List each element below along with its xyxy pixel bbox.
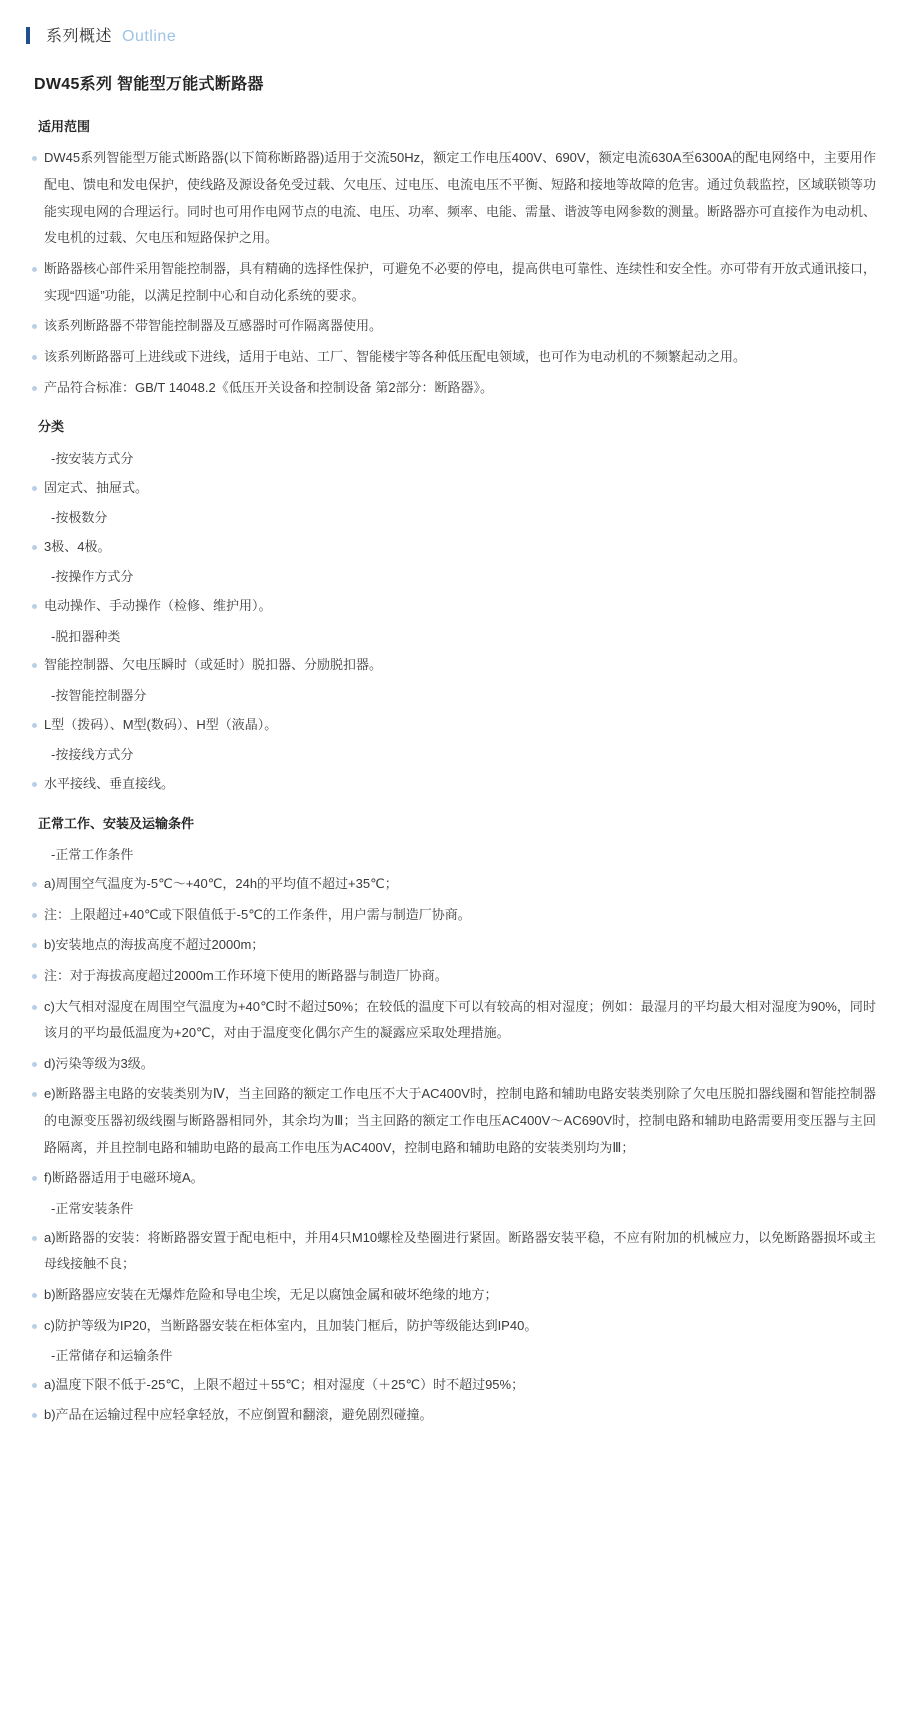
sub-category-label: -按操作方式分: [51, 569, 134, 585]
sub-category-label: -按接线方式分: [51, 747, 134, 763]
bullet-dot-icon: [32, 663, 37, 668]
list-item-text: b)产品在运输过程中应轻拿轻放，不应倒置和翻滚，避免剧烈碰撞。: [44, 1407, 433, 1423]
bullet-dot-icon: [32, 974, 37, 979]
sub-category-label: -按智能控制器分: [51, 688, 147, 704]
section-subheading: 正常工作、安装及运输条件: [38, 815, 195, 831]
list-item: [24, 932, 876, 959]
content-section: [24, 115, 876, 401]
list-item: [24, 344, 876, 371]
list-item-text: 该系列断路器不带智能控制器及互感器时可作隔离器使用。: [44, 318, 383, 334]
list-item: [24, 375, 876, 402]
list-item-text: c)防护等级为IP20，当断路器安装在柜体室内，且加装门框后，防护等级能达到IP40。: [44, 1317, 538, 1333]
list-item: [24, 534, 876, 561]
list-item-text: a)温度下限不低于-25℃，上限不超过＋55℃；相对湿度（＋25℃）时不超过95%；: [44, 1376, 525, 1392]
section-title-cn: 系列概述: [46, 28, 113, 45]
content-section: [24, 415, 876, 797]
list-item-text: a)周围空气温度为-5℃～+40℃，24h的平均值不超过+35℃；: [44, 875, 398, 891]
section-subheading: 分类: [38, 419, 65, 435]
accent-bar-icon: [26, 27, 30, 44]
list-item: [24, 963, 876, 990]
bullet-dot-icon: [32, 604, 37, 609]
list-item: [24, 593, 876, 620]
list-item-text: d)污染等级为3级。: [44, 1055, 154, 1071]
section-header: [24, 22, 876, 52]
list-item-text: b)断路器应安装在无爆炸危险和导电尘埃，无足以腐蚀金属和破坏绝缘的地方；: [44, 1286, 498, 1302]
list-item-text: 水平接线、垂直接线。: [44, 775, 175, 791]
content-section: [24, 812, 876, 1430]
list-item-text: 该系列断路器可上进线或下进线，适用于电站、工厂、智能楼宇等各种低压配电领域，也可作为电动机的不频繁起动之用。: [44, 348, 747, 364]
bullet-dot-icon: [32, 1092, 37, 1097]
list-item: [24, 256, 876, 309]
bullet-dot-icon: [32, 1324, 37, 1329]
list-item: [24, 1081, 876, 1161]
bullet-dot-icon: [32, 156, 37, 161]
list-item: [24, 313, 876, 340]
list-item-text: e)断路器主电路的安装类别为Ⅳ，当主回路的额定工作电压不大于AC400V时，控制电路和辅助电路安装类别除了欠电压脱扣器线圈和智能控制器的电源变压器初级线圈与断路器相同外，其余均为Ⅲ；当主回路的额定工作电压AC400V～AC690V时，控制电路和辅助电路需要用变压器与主回路隔离，并且控制电路和辅助电路的最高工作电压为AC400V，控制电路和辅助电路的安装类别均为Ⅲ；: [44, 1086, 876, 1155]
bullet-dot-icon: [32, 355, 37, 360]
bullet-dot-icon: [32, 1383, 37, 1388]
list-item: [24, 1402, 876, 1429]
list-item: [24, 652, 876, 679]
list-item-text: 产品符合标准：GB/T 14048.2《低压开关设备和控制设备 第2部分：断路器》。: [44, 379, 494, 395]
sub-category-label: -正常安装条件: [51, 1200, 134, 1216]
list-item: [24, 712, 876, 739]
bullet-dot-icon: [32, 486, 37, 491]
page-title: DW45系列 智能型万能式断路器: [34, 76, 264, 94]
bullet-dot-icon: [32, 386, 37, 391]
sub-category-label: -正常储存和运输条件: [51, 1348, 173, 1364]
bullet-dot-icon: [32, 1236, 37, 1241]
list-item-text: DW45系列智能型万能式断路器(以下简称断路器)适用于交流50Hz，额定工作电压400V、690V，额定电流630A至6300A的配电网络中，主要用作配电、馈电和发电保护，使线路及源设备免受过载、欠电压、过电压、电流电压不平衡、短路和接地等故障的危害。通过负载监控，区域联锁等功能实现电网的合理运行。同时也可用作电网节点的电流、电压、功率、频率、电能、需量、谐波等电网参数的测量。断路器亦可直接作为电动机、发电机的过载、欠电压和短路保护之用。: [44, 150, 877, 246]
list-item-text: 注：上限超过+40℃或下限值低于-5℃的工作条件，用户需与制造厂协商。: [44, 906, 471, 922]
sub-category-label: -脱扣器种类: [51, 628, 121, 644]
list-item: [24, 1313, 876, 1340]
sub-category-label: -正常工作条件: [51, 847, 134, 863]
list-item-text: 智能控制器、欠电压瞬时（或延时）脱扣器、分励脱扣器。: [44, 657, 383, 673]
list-item-text: f)断路器适用于电磁环境A。: [44, 1170, 204, 1186]
bullet-dot-icon: [32, 1293, 37, 1298]
bullet-dot-icon: [32, 882, 37, 887]
list-item: [24, 1165, 876, 1192]
list-item: [24, 1225, 876, 1278]
bullet-dot-icon: [32, 723, 37, 728]
list-item: [24, 902, 876, 929]
bullet-dot-icon: [32, 1176, 37, 1181]
bullet-dot-icon: [32, 1413, 37, 1418]
list-item: [24, 871, 876, 898]
list-item-text: 注：对于海拔高度超过2000m工作环境下使用的断路器与制造厂协商。: [44, 967, 448, 983]
list-item: [24, 1372, 876, 1399]
list-item-text: 固定式、抽屉式。: [44, 479, 149, 495]
list-item: [24, 1051, 876, 1078]
list-item-text: 3极、4极。: [44, 538, 111, 554]
bullet-dot-icon: [32, 782, 37, 787]
sub-category-label: -按安装方式分: [51, 450, 134, 466]
sections-container: [24, 115, 876, 1429]
list-item: [24, 145, 876, 252]
bullet-dot-icon: [32, 1005, 37, 1010]
section-title-en: Outline: [122, 28, 177, 45]
sub-category-label: -按极数分: [51, 510, 108, 526]
list-item-text: L型（拨码）、M型(数码）、H型（液晶）。: [44, 716, 278, 732]
list-item-text: c)大气相对湿度在周围空气温度为+40℃时不超过50%；在较低的温度下可以有较高的相对湿度；例如：最湿月的平均最大相对湿度为90%，同时该月的平均最低温度为+20℃，对由于温度变化偶尔产生的凝露应采取处理措施。: [44, 998, 876, 1041]
list-item: [24, 771, 876, 798]
bullet-dot-icon: [32, 943, 37, 948]
list-item-text: 断路器核心部件采用智能控制器，具有精确的选择性保护，可避免不必要的停电，提高供电可靠性、连续性和安全性。亦可带有开放式通讯接口，实现“四遥”功能，以满足控制中心和自动化系统的要求。: [44, 261, 877, 303]
list-item: [24, 1282, 876, 1309]
list-item-text: a)断路器的安装：将断路器安置于配电柜中，并用4只M10螺栓及垫圈进行紧固。断路器安装平稳，不应有附加的机械应力，以免断路器损坏或主母线接触不良；: [44, 1229, 876, 1272]
list-item: [24, 994, 876, 1047]
bullet-dot-icon: [32, 913, 37, 918]
bullet-dot-icon: [32, 324, 37, 329]
section-subheading: 适用范围: [38, 118, 91, 134]
list-item-text: 电动操作、手动操作（检修、维护用）。: [44, 598, 272, 614]
bullet-dot-icon: [32, 1062, 37, 1067]
bullet-dot-icon: [32, 267, 37, 272]
bullet-dot-icon: [32, 545, 37, 550]
list-item-text: b)安装地点的海拔高度不超过2000m；: [44, 937, 265, 953]
list-item: [24, 475, 876, 502]
